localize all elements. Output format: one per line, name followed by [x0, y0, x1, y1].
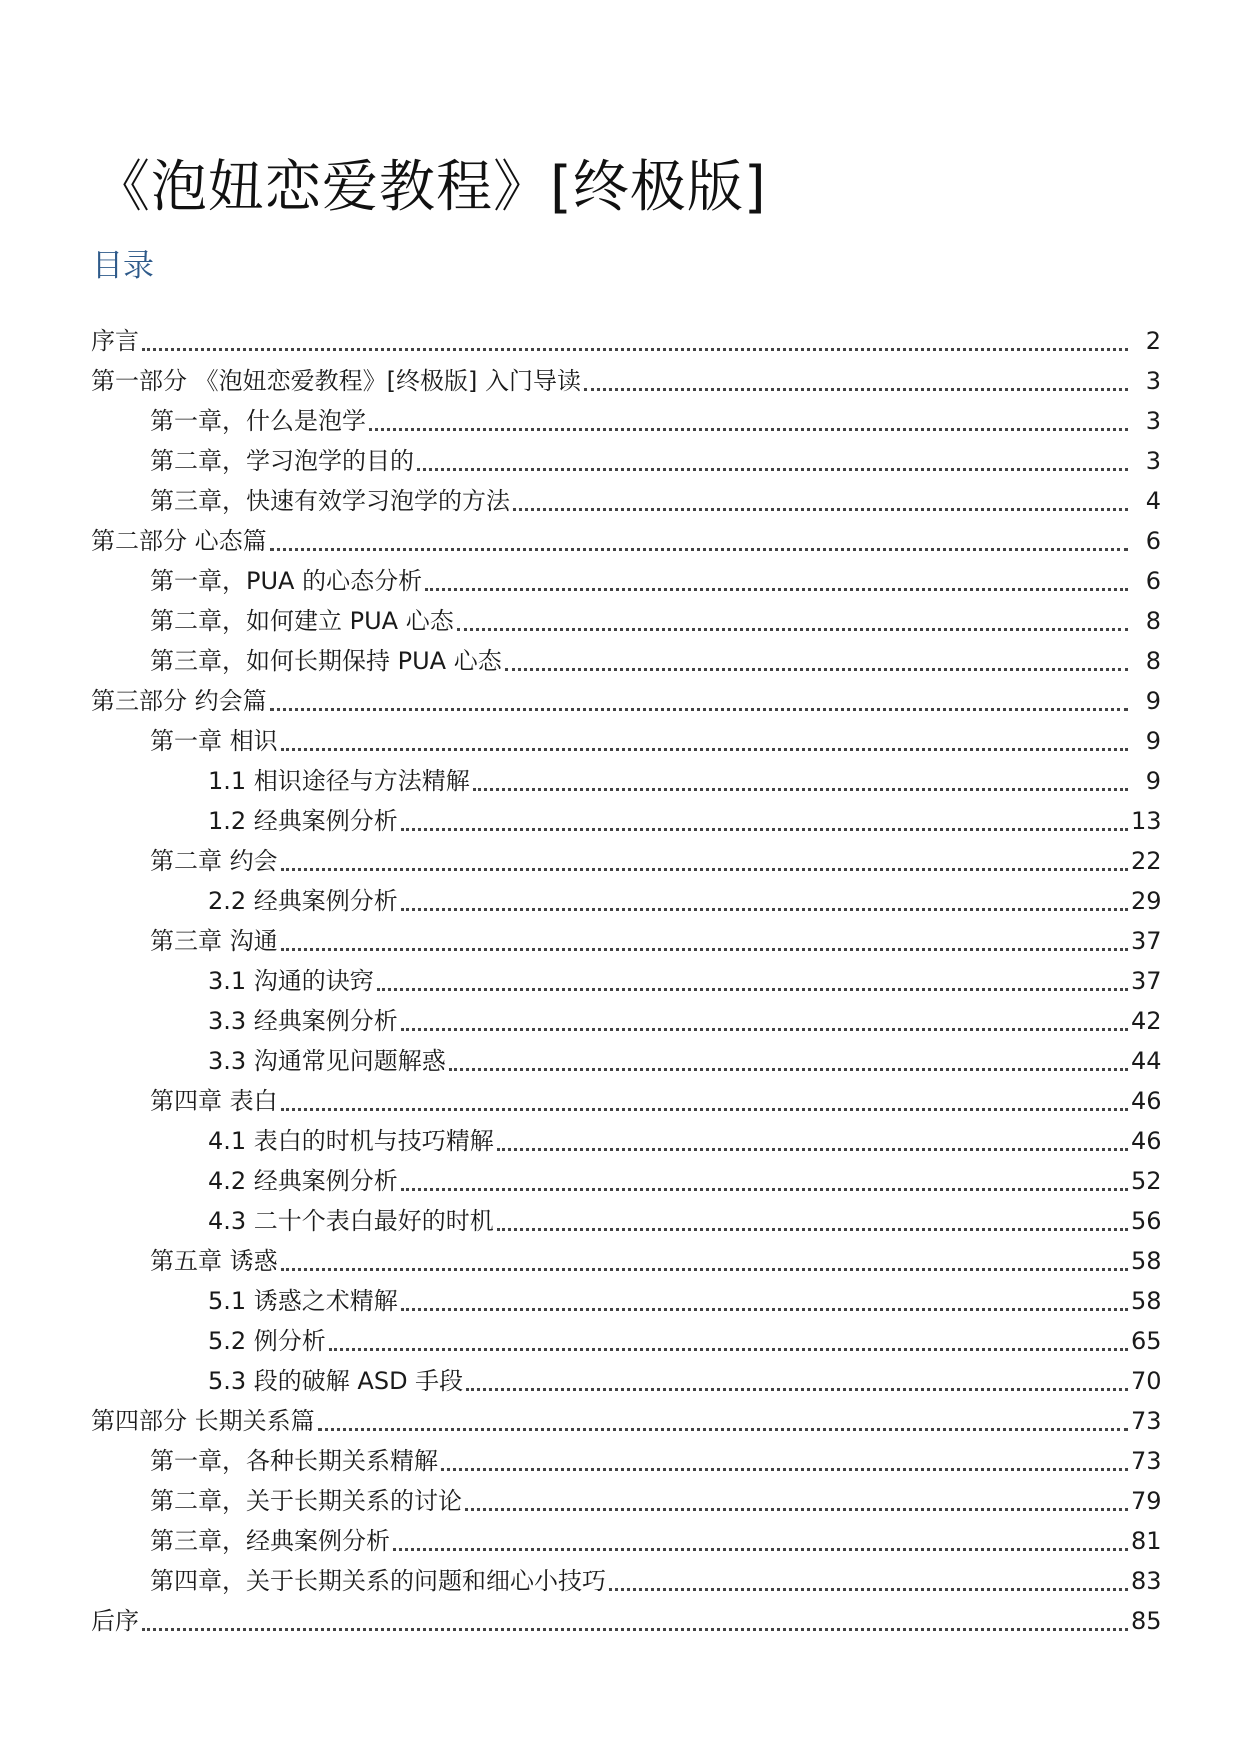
toc-page-number: 46 [1131, 1127, 1162, 1155]
toc-entry-label: 第二部分 心态篇 [91, 527, 267, 555]
toc-dot-leader [425, 588, 1128, 591]
toc-dot-leader [441, 1468, 1128, 1471]
toc-page-number: 6 [1145, 567, 1161, 595]
toc-page-number: 8 [1145, 647, 1161, 675]
toc-entry[interactable] [0, 1358, 1241, 1398]
toc-entry[interactable] [0, 1238, 1241, 1278]
toc-entry-label: 第三章，快速有效学习泡学的方法 [150, 487, 510, 515]
toc-dot-leader [318, 1428, 1128, 1431]
toc-entry-label: 第四章 表白 [150, 1087, 278, 1115]
toc-dot-leader [281, 1108, 1128, 1111]
toc-dot-leader [329, 1348, 1128, 1351]
toc-entry[interactable] [0, 478, 1241, 518]
toc-entry-label: 第三章，经典案例分析 [150, 1527, 390, 1555]
toc-page-number: 2 [1145, 327, 1161, 355]
toc-page-number: 8 [1145, 607, 1161, 635]
toc-entry-label: 第三章，如何长期保持 PUA 心态 [150, 647, 502, 675]
toc-entry[interactable] [0, 678, 1241, 718]
toc-dot-leader [473, 788, 1128, 791]
toc-entry[interactable] [0, 998, 1241, 1038]
toc-page-number: 58 [1131, 1287, 1162, 1315]
toc-page-number: 9 [1145, 687, 1161, 715]
toc-entry[interactable] [0, 758, 1241, 798]
toc-dot-leader [505, 668, 1128, 671]
toc-page-number: 9 [1145, 727, 1161, 755]
toc-entry-label: 3.3 经典案例分析 [208, 1007, 398, 1035]
toc-dot-leader [609, 1588, 1128, 1591]
toc-entry-label: 第二章，如何建立 PUA 心态 [150, 607, 454, 635]
toc-dot-leader [466, 1388, 1128, 1391]
toc-entry-label: 2.2 经典案例分析 [208, 887, 398, 915]
toc-dot-leader [377, 988, 1128, 991]
toc-dot-leader [584, 388, 1128, 391]
toc-dot-leader [281, 748, 1128, 751]
toc-dot-leader [281, 868, 1128, 871]
toc-entry-label: 第二章，关于长期关系的讨论 [150, 1487, 462, 1515]
toc-entry-label: 5.3 段的破解 ASD 手段 [208, 1367, 464, 1395]
toc-entry-label: 第一部分 《泡妞恋爱教程》[终极版] 入门导读 [91, 367, 581, 395]
toc-dot-leader [417, 468, 1128, 471]
toc-dot-leader [401, 1188, 1128, 1191]
toc-entry-label: 4.3 二十个表白最好的时机 [208, 1207, 494, 1235]
toc-entry[interactable] [0, 958, 1241, 998]
toc-entry[interactable] [0, 718, 1241, 758]
toc-entry[interactable] [0, 1198, 1241, 1238]
toc-entry-label: 第一章，什么是泡学 [150, 407, 366, 435]
toc-dot-leader [270, 548, 1128, 551]
toc-page-number: 70 [1131, 1367, 1162, 1395]
toc-entry-label: 第二章 约会 [150, 847, 278, 875]
toc-entry-label: 5.2 例分析 [208, 1327, 326, 1355]
toc-page-number: 3 [1145, 407, 1161, 435]
toc-entry-label: 第一章，PUA 的心态分析 [150, 567, 423, 595]
toc-entry-label: 5.1 诱惑之术精解 [208, 1287, 398, 1315]
toc-page-number: 65 [1131, 1327, 1162, 1355]
toc-page-number: 85 [1131, 1607, 1162, 1635]
toc-entry[interactable] [0, 318, 1241, 358]
toc-dot-leader [401, 1028, 1128, 1031]
toc-entry-label: 1.1 相识途径与方法精解 [208, 767, 470, 795]
toc-page-number: 44 [1131, 1047, 1162, 1075]
toc-entry-label: 第一章 相识 [150, 727, 278, 755]
toc-page-number: 52 [1131, 1167, 1162, 1195]
toc-entry-label: 3.3 沟通常见问题解惑 [208, 1047, 446, 1075]
toc-entry[interactable] [0, 918, 1241, 958]
toc-entry[interactable] [0, 1518, 1241, 1558]
toc-dot-leader [369, 428, 1128, 431]
toc-page-number: 37 [1131, 927, 1162, 955]
toc-dot-leader [142, 1628, 1128, 1631]
toc-entry[interactable] [0, 438, 1241, 478]
toc-entry[interactable] [0, 1598, 1241, 1638]
toc-page-number: 13 [1131, 807, 1162, 835]
toc-entry-label: 后序 [91, 1607, 139, 1635]
toc-entry[interactable] [0, 1118, 1241, 1158]
toc-page-number: 79 [1131, 1487, 1162, 1515]
toc-entry[interactable] [0, 1478, 1241, 1518]
toc-page-number: 46 [1131, 1087, 1162, 1115]
toc-dot-leader [457, 628, 1128, 631]
toc-page-number: 73 [1131, 1447, 1162, 1475]
toc-page-number: 29 [1131, 887, 1162, 915]
toc-dot-leader [281, 948, 1128, 951]
toc-entry[interactable] [0, 1398, 1241, 1438]
toc-entry[interactable] [0, 1558, 1241, 1598]
toc-page-number: 3 [1145, 367, 1161, 395]
toc-entry[interactable] [0, 1038, 1241, 1078]
table-of-contents [0, 318, 1241, 1638]
toc-entry-label: 序言 [91, 327, 139, 355]
toc-page-number: 9 [1145, 767, 1161, 795]
toc-dot-leader [513, 508, 1128, 511]
toc-entry[interactable] [0, 638, 1241, 678]
toc-dot-leader [270, 708, 1128, 711]
toc-dot-leader [281, 1268, 1128, 1271]
toc-page-number: 73 [1131, 1407, 1162, 1435]
toc-dot-leader [142, 348, 1128, 351]
toc-heading: 目录 [92, 248, 154, 284]
toc-entry[interactable] [0, 358, 1241, 398]
toc-dot-leader [449, 1068, 1128, 1071]
toc-page-number: 58 [1131, 1247, 1162, 1275]
toc-entry[interactable] [0, 838, 1241, 878]
toc-entry-label: 第四部分 长期关系篇 [91, 1407, 315, 1435]
toc-entry-label: 第一章，各种长期关系精解 [150, 1447, 438, 1475]
document-title: 《泡妞恋爱教程》[终极版] [94, 154, 767, 220]
toc-dot-leader [401, 828, 1128, 831]
toc-entry[interactable] [0, 1278, 1241, 1318]
toc-dot-leader [465, 1508, 1128, 1511]
toc-page-number: 83 [1131, 1567, 1162, 1595]
toc-entry-label: 第二章，学习泡学的目的 [150, 447, 414, 475]
toc-page-number: 42 [1131, 1007, 1162, 1035]
toc-dot-leader [401, 908, 1128, 911]
toc-page-number: 81 [1131, 1527, 1162, 1555]
toc-page-number: 37 [1131, 967, 1162, 995]
toc-entry[interactable] [0, 518, 1241, 558]
toc-dot-leader [393, 1548, 1128, 1551]
toc-entry[interactable] [0, 1438, 1241, 1478]
toc-page-number: 3 [1145, 447, 1161, 475]
toc-entry[interactable] [0, 798, 1241, 838]
toc-entry-label: 第三部分 约会篇 [91, 687, 267, 715]
toc-entry[interactable] [0, 1318, 1241, 1358]
toc-entry[interactable] [0, 1078, 1241, 1118]
toc-entry-label: 3.1 沟通的诀窍 [208, 967, 374, 995]
toc-entry-label: 4.1 表白的时机与技巧精解 [208, 1127, 494, 1155]
toc-entry[interactable] [0, 398, 1241, 438]
toc-entry[interactable] [0, 1158, 1241, 1198]
toc-dot-leader [497, 1228, 1128, 1231]
toc-entry-label: 1.2 经典案例分析 [208, 807, 398, 835]
toc-page-number: 4 [1145, 487, 1161, 515]
toc-entry[interactable] [0, 558, 1241, 598]
toc-page-number: 56 [1131, 1207, 1162, 1235]
toc-entry-label: 4.2 经典案例分析 [208, 1167, 398, 1195]
toc-page-number: 6 [1145, 527, 1161, 555]
toc-entry[interactable] [0, 878, 1241, 918]
toc-entry-label: 第五章 诱惑 [150, 1247, 278, 1275]
toc-entry-label: 第三章 沟通 [150, 927, 278, 955]
toc-dot-leader [497, 1148, 1128, 1151]
toc-dot-leader [401, 1308, 1128, 1311]
toc-entry-label: 第四章，关于长期关系的问题和细心小技巧 [150, 1567, 606, 1595]
toc-page-number: 22 [1131, 847, 1162, 875]
toc-entry[interactable] [0, 598, 1241, 638]
